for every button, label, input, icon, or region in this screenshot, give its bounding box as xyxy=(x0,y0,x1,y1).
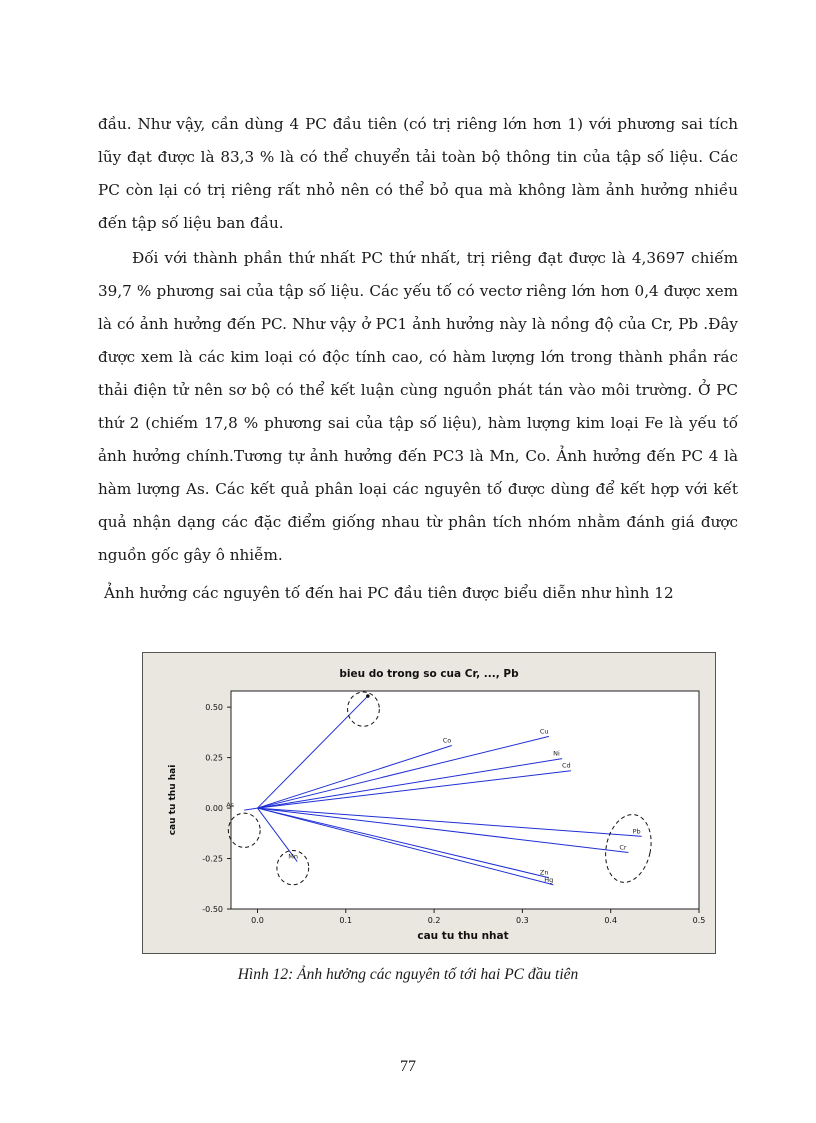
loading-label-cu: Cu xyxy=(539,727,549,736)
y-tick-label: 0.25 xyxy=(205,753,223,763)
figure-caption: Hình 12: Ảnh hưởng các nguyên tố tới hai PC đầu tiên xyxy=(237,966,579,983)
paragraph-2: Đối với thành phần thứ nhất PC thứ nhất, trị riêng đạt được là 4,3697 chiếm 39,7 % phương sai của tập số liệu. Các yếu tố có vectơ riêng lớn hơn 0,4 được xem là có ảnh hưởng đến PC. Như vậy ở PC1 ảnh hưởng này là nồng độ của Cr, Pb .Đây được xem là các kim loại có độc tính cao, có hàm lượng lớn trong thành phần rác thải điện tử nên sơ bộ có thể kết luận cùng nguồn phát tán vào môi trường. Ở PC thứ 2 (chiếm 17,8 % phương sai của tập số liệu), hàm lượng kim loại Fe là yếu tố ảnh hưởng chính.Tương tự ảnh hưởng đến PC3 là Mn, Co. Ảnh hưởng đến PC 4 là hàm lượng As. Các kết quả phân loại các nguyên tố được dùng để kết hợp với kết quả nhận dạng các đặc điểm giống nhau từ phân tích nhóm nhằm đánh giá được nguồn gốc gây ô nhiễm. xyxy=(98,249,738,564)
y-tick-label: 0.00 xyxy=(205,804,223,814)
x-tick-label: 0.3 xyxy=(516,916,529,925)
loading-point-fe xyxy=(366,694,370,698)
loading-label-cd: Cd xyxy=(561,761,571,770)
paragraph-1: đầu. Như vậy, cần dùng 4 PC đầu tiên (có trị riêng lớn hơn 1) với phương sai tích lũy đạt được là 83,3 % là có thể chuyển tải toàn bộ thông tin của tập số liệu. Các PC còn lại có trị riêng rất nhỏ nên có thể bỏ qua mà không làm ảnh hưởng nhiều đến tập số liệu ban đầu. xyxy=(98,115,738,232)
page-number: 77 xyxy=(400,1058,416,1075)
loading-label-ni: Ni xyxy=(553,749,560,758)
y-tick-label: 0.50 xyxy=(205,703,223,713)
x-tick-label: 0.5 xyxy=(692,916,706,925)
x-tick-label: 0.1 xyxy=(339,916,353,925)
figure-12-frame xyxy=(142,652,716,954)
loading-label-as: As xyxy=(226,801,235,810)
x-tick-label: 0.0 xyxy=(251,916,264,925)
x-tick-label: 0.2 xyxy=(427,916,441,925)
x-tick-label: 0.4 xyxy=(604,916,618,925)
loading-label-mn: Mn xyxy=(288,852,298,861)
y-tick-label: -0.50 xyxy=(202,905,223,914)
loading-label-zn: Zn xyxy=(539,868,549,877)
y-tick-label: -0.25 xyxy=(202,854,223,864)
loading-label-hg: Hg xyxy=(544,875,554,884)
paragraph-3: Ảnh hưởng các nguyên tố đến hai PC đầu tiên được biểu diễn như hình 12 xyxy=(104,584,674,602)
loading-label-pb: Pb xyxy=(632,827,641,836)
loading-label-co: Co xyxy=(442,736,452,745)
x-axis-label: cau tu thu nhat xyxy=(417,930,509,942)
loading-plot xyxy=(143,653,715,953)
plot-area xyxy=(231,691,699,909)
y-axis-label: cau tu thu hai xyxy=(168,764,178,836)
loading-label-cr: Cr xyxy=(619,843,627,852)
chart-title: bieu do trong so cua Cr, ..., Pb xyxy=(339,668,519,680)
